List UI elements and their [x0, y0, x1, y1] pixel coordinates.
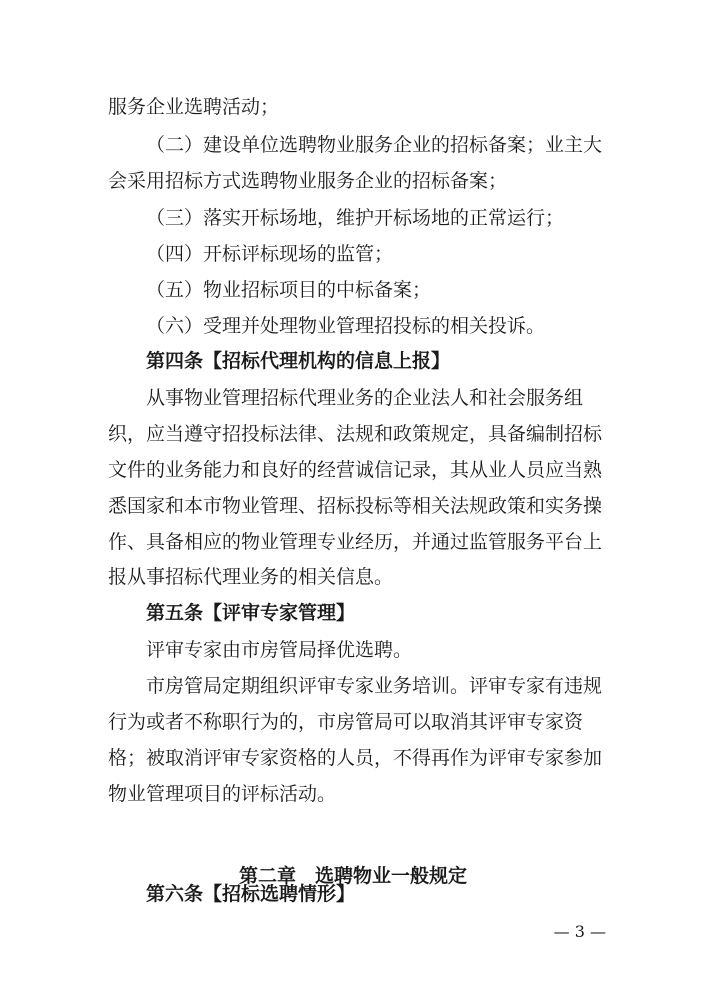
text-line: 作、具备相应的物业管理专业经历，并通过监管服务平台上	[108, 531, 603, 553]
article-heading: 第六条【招标选聘情形】	[146, 883, 356, 905]
page-number: — 3 —	[553, 922, 606, 941]
text-line: 行为或者不称职行为的，市房管局可以取消其评审专家资	[108, 711, 584, 733]
text-line: （四）开标评标现场的监管；	[146, 243, 394, 265]
text-line: 从事物业管理招标代理业务的企业法人和社会服务组	[146, 387, 584, 409]
chapter-title: 第二章 选聘物业一般规定	[238, 865, 467, 887]
text-line: 会采用招标方式选聘物业服务企业的招标备案；	[108, 170, 508, 192]
text-line: 悉国家和本市物业管理、招标投标等相关法规政策和实务操	[108, 495, 603, 517]
text-line: 格；被取消评审专家资格的人员，不得再作为评审专家参加	[108, 747, 603, 769]
text-line: 报从事招标代理业务的相关信息。	[108, 566, 394, 588]
text-line: 评审专家由市房管局择优选聘。	[146, 639, 413, 661]
text-line: 服务企业选聘活动；	[108, 96, 280, 118]
text-line: 文件的业务能力和良好的经营诚信记录，其从业人员应当熟	[108, 459, 603, 481]
text-line: 市房管局定期组织评审专家业务培训。评审专家有违规	[146, 675, 603, 697]
text-line: 物业管理项目的评标活动。	[108, 783, 337, 805]
text-line: （六）受理并处理物业管理招投标的相关投诉。	[146, 315, 546, 337]
article-heading: 第五条【评审专家管理】	[146, 602, 356, 624]
text-line: （五）物业招标项目的中标备案；	[146, 279, 432, 301]
text-line: （二）建设单位选聘物业服务企业的招标备案；业主大	[146, 134, 603, 156]
article-heading: 第四条【招标代理机构的信息上报】	[146, 350, 451, 372]
text-line: （三）落实开标场地，维护开标场地的正常运行；	[146, 207, 565, 229]
text-line: 织，应当遵守招投标法律、法规和政策规定，具备编制招标	[108, 423, 603, 445]
